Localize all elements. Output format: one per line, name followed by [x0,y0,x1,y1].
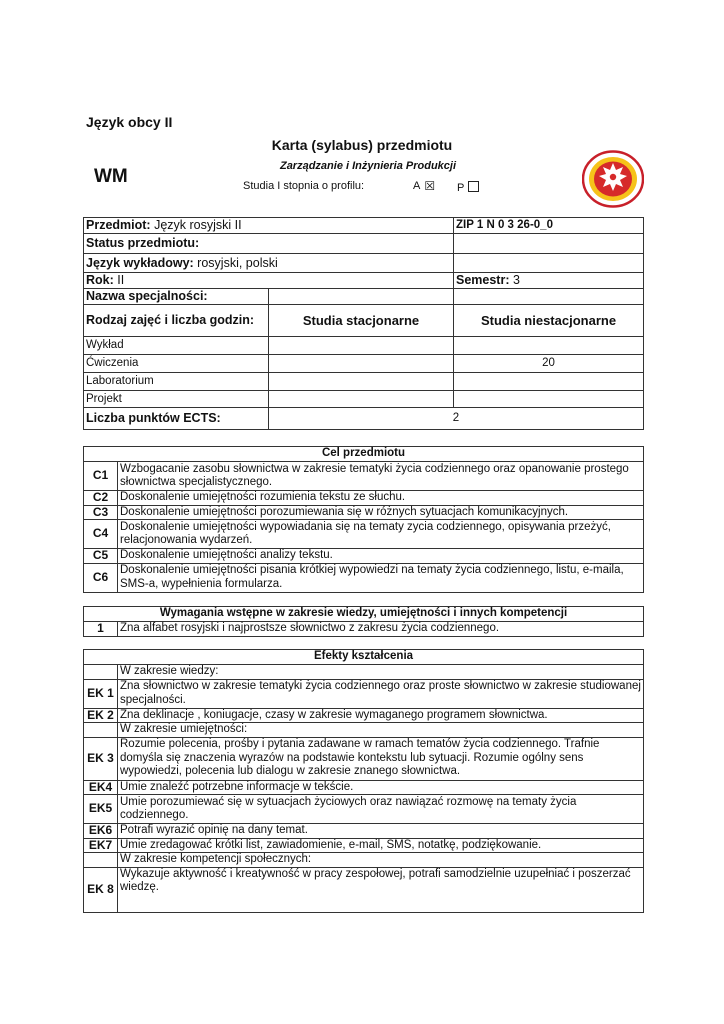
outcome-id [84,853,118,868]
goals-table [83,446,644,593]
subject-value: Język rosyjski II [150,218,242,232]
form-row [84,337,644,355]
field-of-study: Zarządzanie i Inżynieria Produkcji [279,160,457,172]
form-row [84,373,644,391]
language-value: rosyjski, polski [193,255,278,270]
table-row [84,563,644,592]
table-row [84,621,644,636]
semester-label: Semestr: [456,273,510,287]
form-name: Projekt [84,391,269,408]
form-part-time [454,373,644,391]
table-row [84,737,644,780]
outcome-text: W zakresie umiejętności: [118,723,644,738]
form-stationary [269,391,454,408]
specialization-stationary [269,289,454,305]
outcome-text: Umie porozumiewać się w sytuacjach życiowych oraz nawiązać rozmowę na tematy życia codziennego. [118,795,644,824]
outcome-text: W zakresie wiedzy: [118,665,644,680]
table-row [84,838,644,853]
checked-box-icon: ☒ [424,179,436,193]
language-extra [454,254,644,273]
form-part-time [454,337,644,355]
option-a-label: A [413,180,421,192]
form-name: Wykład [84,337,269,355]
language-label: Język wykładowy: [86,255,194,270]
goals-title: Cel przedmiotu [84,447,644,462]
outcome-id: EK5 [84,795,118,824]
table-row [84,505,644,520]
outcome-text: Umie zredagować krótki list, zawiadomienie, e-mail, SMS, notatkę, podziękowanie. [118,838,644,853]
studies-profile [243,180,563,196]
course-code: ZIP 1 N 0 3 26-0_0 [454,218,644,234]
goal-id: C3 [84,505,118,520]
form-stationary [269,337,454,355]
goal-id: C1 [84,462,118,491]
outcome-text: Wykazuje aktywność i kreatywność w pracy zespołowej, potrafi samodzielnie uzupełniać i poszerzać wiedzę. [118,867,644,912]
status-value [454,234,644,254]
outcomes-title: Efekty kształcenia [84,650,644,665]
semester-cell [454,273,644,289]
outcome-text: Rozumie polecenia, prośby i pytania zadawane w ramach tematów życia codziennego. Trafnie domyśla się znaczenia wyrazów na podstawie kontekstu lub sytuacji. Rozumie ogólny sens wypowiedzi, polecenia lub dialogu w zakresie znanego słownictwa. [118,737,644,780]
table-row [84,723,644,738]
prerequisites-table [83,606,644,637]
form-stationary [269,355,454,373]
subject-label: Przedmiot: [86,218,151,232]
form-name: Ćwiczenia [84,355,269,373]
goal-id: C6 [84,563,118,592]
specialization-label: Nazwa specjalności: [84,289,269,305]
class-forms-label: Rodzaj zajęć i liczba godzin: [84,305,269,337]
outcome-text: Zna słownictwo w zakresie tematyki życia codziennego oraz proste słownictwo w zakresie studiowanej specjalności. [118,679,644,708]
card-title: Karta (sylabus) przedmiotu [271,137,453,153]
form-name: Laboratorium [84,373,269,391]
table-row [84,780,644,795]
goal-id: C5 [84,549,118,564]
prerequisite-id: 1 [84,621,118,636]
option-p[interactable] [457,180,479,194]
goal-text: Doskonalenie umiejętności porozumiewania się w różnych sytuacjach komunikacyjnych. [118,505,644,520]
course-title: Język obcy II [86,114,173,130]
outcome-id: EK 1 [84,679,118,708]
outcome-id: EK 8 [84,867,118,912]
goal-text: Doskonalenie umiejętności pisania krótkiej wypowiedzi na tematy życia codziennego, listu, e-maila, SMS-a, wypełnienia formularza. [118,563,644,592]
subject-cell [84,218,454,234]
year-cell [84,273,454,289]
subject-info-table [83,217,644,430]
ects-value: 2 [269,408,644,430]
table-row [84,853,644,868]
table-row [84,520,644,549]
outcome-text: Umie znaleźć potrzebne informacje w tekście. [118,780,644,795]
table-row [84,679,644,708]
form-part-time: 20 [454,355,644,373]
prerequisites-title: Wymagania wstępne w zakresie wiedzy, umiejętności i innych kompetencji [84,607,644,622]
form-row [84,391,644,408]
table-row [84,549,644,564]
outcome-text: Potrafi wyrazić opinię na dany temat. [118,824,644,839]
outcome-text: W zakresie kompetencji społecznych: [118,853,644,868]
prerequisite-text: Zna alfabet rosyjski i najprostsze słownictwo z zakresu życia codziennego. [118,621,644,636]
part-time-header: Studia niestacjonarne [454,305,644,337]
goal-text: Doskonalenie umiejętności rozumienia tekstu ze słuchu. [118,491,644,506]
outcome-id: EK7 [84,838,118,853]
table-row [84,824,644,839]
outcome-text: Zna deklinacje , koniugacje, czasy w zakresie wymaganego programem słownictwa. [118,708,644,723]
form-part-time [454,391,644,408]
specialization-part-time [454,289,644,305]
outcome-id [84,723,118,738]
goal-text: Wzbogacanie zasobu słownictwa w zakresie tematyki życia codziennego oraz opanowanie prostego słownictwa specjalistycznego. [118,462,644,491]
form-stationary [269,373,454,391]
stationary-header: Studia stacjonarne [269,305,454,337]
faculty-abbrev: WM [94,166,128,187]
studies-label: Studia I stopnia o profilu: [243,180,365,192]
year-label: Rok: [86,273,114,287]
table-row [84,491,644,506]
goal-id: C2 [84,491,118,506]
goal-id: C4 [84,520,118,549]
semester-value: 3 [509,273,520,287]
year-value: II [113,273,125,287]
outcome-id [84,665,118,680]
goal-text: Doskonalenie umiejętności wypowiadania się na tematy zycia codziennego, opisywania przeżyć, relacjonowania wydarzeń. [118,520,644,549]
form-row [84,355,644,373]
outcome-id: EK 2 [84,708,118,723]
table-row [84,665,644,680]
table-row [84,708,644,723]
language-cell [84,254,454,273]
status-label: Status przedmiotu: [84,234,454,254]
outcome-id: EK 3 [84,737,118,780]
goal-text: Doskonalenie umiejętności analizy tekstu. [118,549,644,564]
table-row [84,795,644,824]
outcome-id: EK6 [84,824,118,839]
table-row [84,867,644,912]
unchecked-box-icon [468,181,479,192]
university-emblem-icon [582,150,644,208]
outcome-id: EK4 [84,780,118,795]
option-p-label: P [457,182,465,194]
table-row [84,462,644,491]
ects-label: Liczba punktów ECTS: [84,408,269,430]
outcomes-table [83,649,644,913]
option-a[interactable] [413,179,436,193]
